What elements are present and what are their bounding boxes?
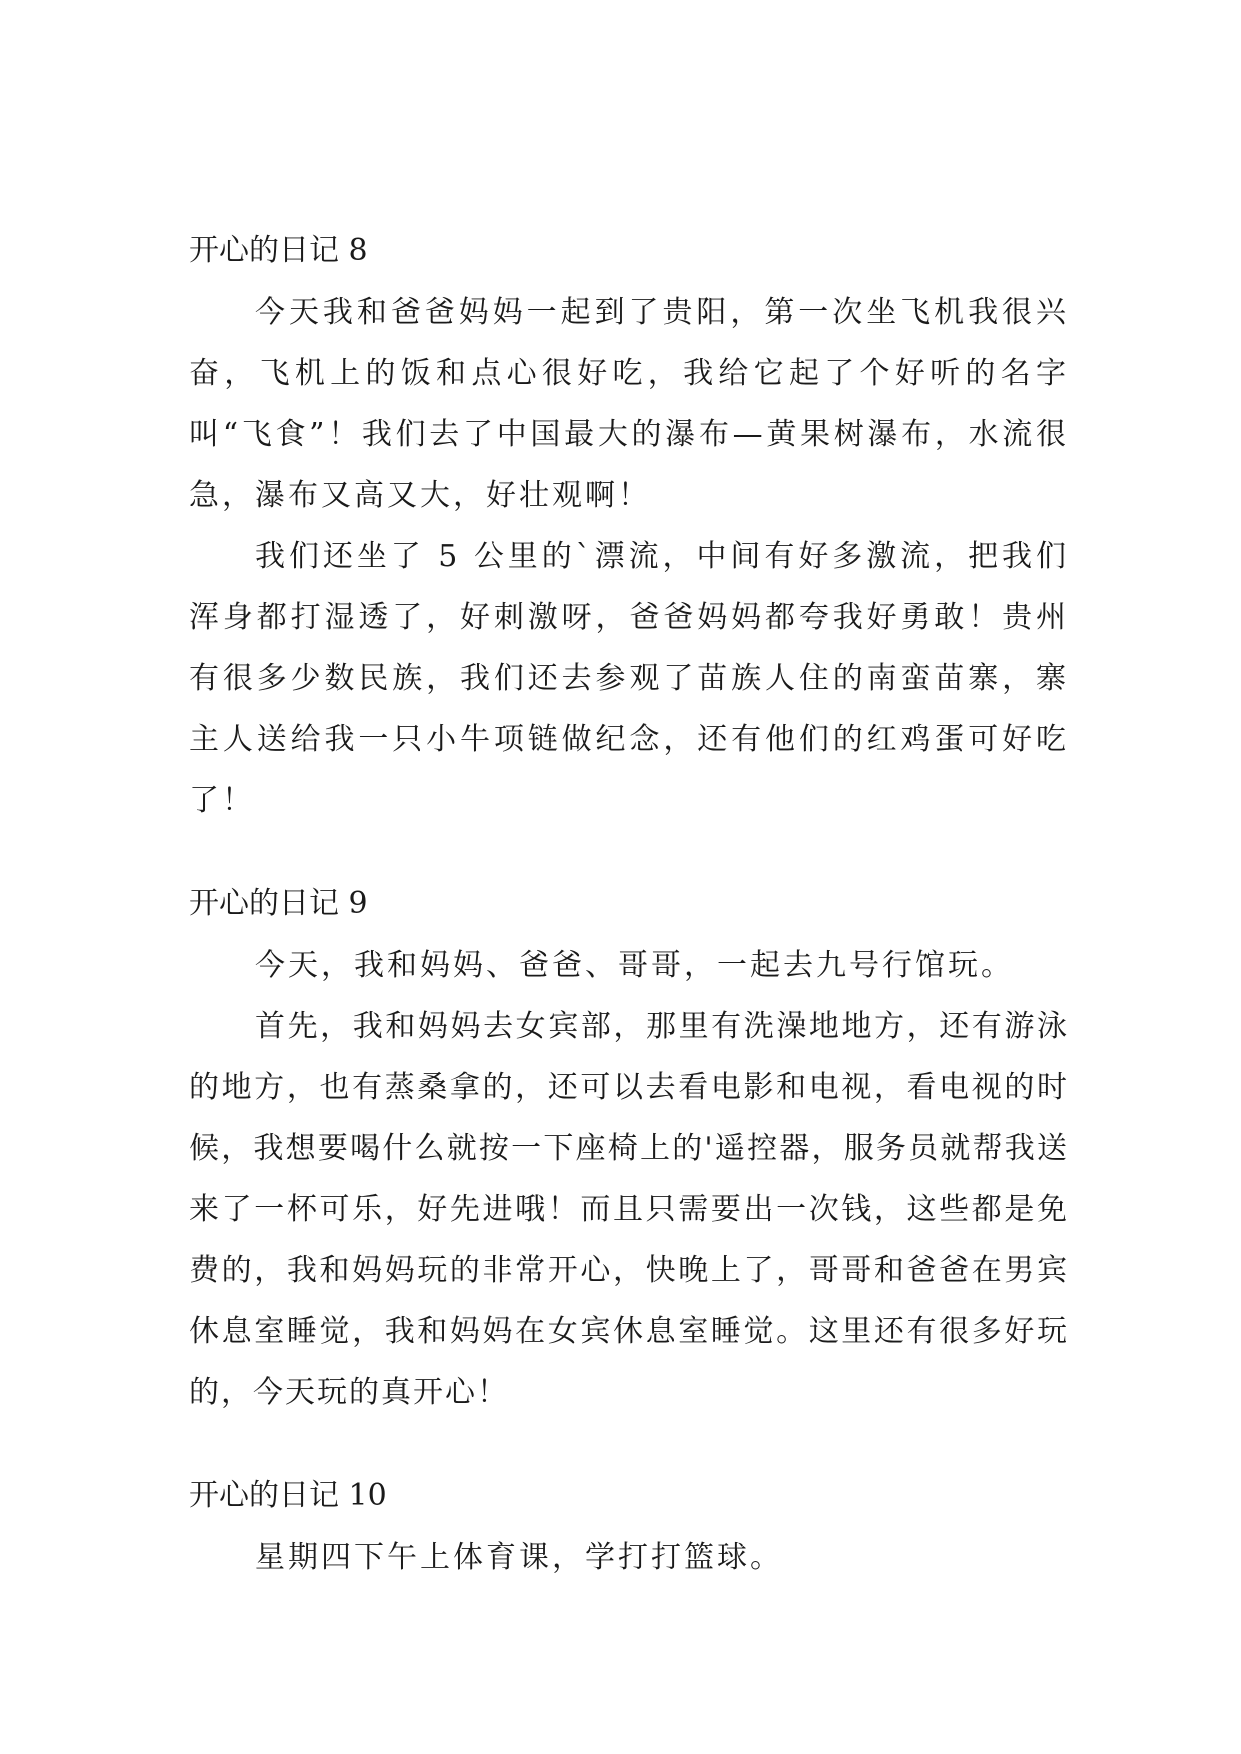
- diary-entry-8: [189, 220, 1069, 831]
- entry-paragraph: 首先，我和妈妈去女宾部，那里有洗澡地地方，还有游泳的地方，也有蒸桑拿的，还可以去看电影和电视，看电视的时候，我想要喝什么就按一下座椅上的'遥控器，服务员就帮我送来了一杯可乐，好先进哦！而且只需要出一次钱，这些都是免费的，我和妈妈玩的非常开心，快晚上了，哥哥和爸爸在男宾休息室睡觉，我和妈妈在女宾休息室睡觉。这里还有很多好玩的，今天玩的真开心！: [189, 1009, 1069, 1410]
- entry-paragraph: 今天我和爸爸妈妈一起到了贵阳，第一次坐飞机我很兴奋，飞机上的饭和点心很好吃，我给它起了个好听的名字叫“飞食”！我们去了中国最大的瀑布—黄果树瀑布，水流很急，瀑布又高又大，好壮观啊！: [189, 295, 1069, 513]
- entry-title: 开心的日记 10: [189, 1478, 387, 1513]
- entry-title: 开心的日记 9: [189, 886, 368, 921]
- document-page: [189, 220, 1069, 1630]
- entry-paragraph: 星期四下午上体育课，学打打篮球。: [255, 1540, 783, 1575]
- diary-entry-9: [189, 873, 1069, 1423]
- entry-paragraph: 今天，我和妈妈、爸爸、哥哥，一起去九号行馆玩。: [255, 948, 1014, 983]
- entry-title: 开心的日记 8: [189, 233, 368, 268]
- diary-entry-10: [189, 1465, 1069, 1588]
- entry-paragraph: 我们还坐了 5 公里的`漂流，中间有好多激流，把我们浑身都打湿透了，好刺激呀，爸爸妈妈都夸我好勇敢！贵州有很多少数民族，我们还去参观了苗族人住的南蛮苗寨，寨主人送给我一只小牛项链做纪念，还有他们的红鸡蛋可好吃了！: [189, 539, 1069, 818]
